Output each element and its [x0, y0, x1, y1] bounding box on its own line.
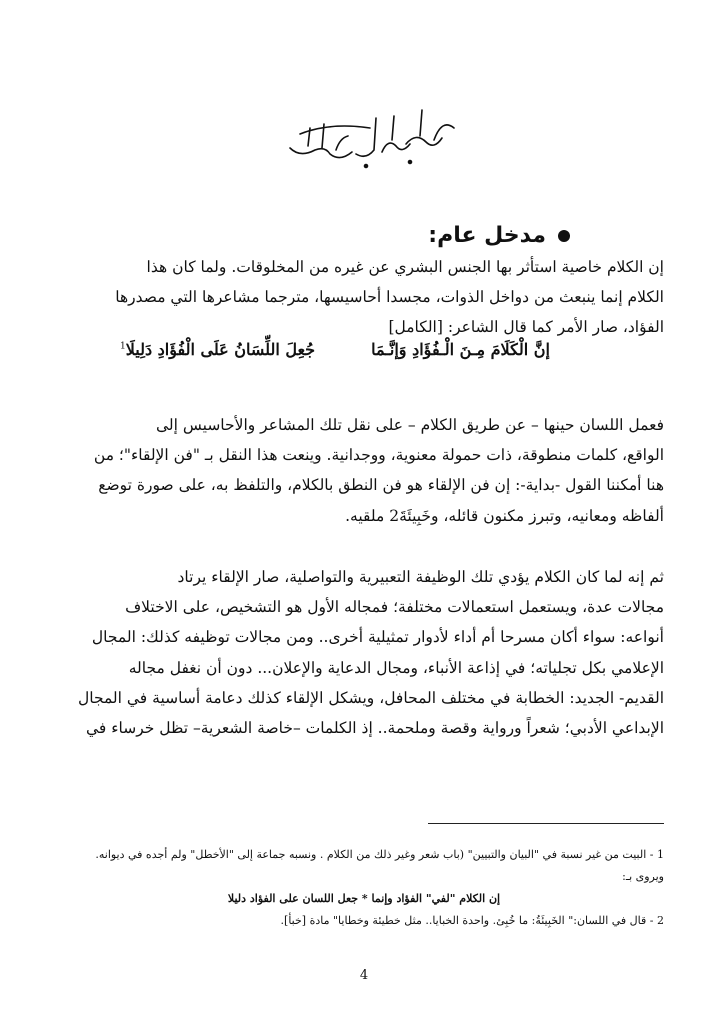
- footnotes: [64, 844, 664, 932]
- footnote-2: 2 - قال في اللسان:" الخَبِيئَةُ: ما خُبِئ. واحدة الخبايا.. مثل خطيئة وخطايا" مادة [خبأ].: [280, 914, 664, 927]
- page-number: 4: [359, 968, 369, 983]
- verse-second-hemistich: [120, 340, 315, 359]
- text-line: الكلام إنما ينبعث من دواخل الذوات، مجسدا أحاسيسها، مترجما مشاعرها التي مصدرها: [115, 288, 664, 307]
- text-line: مجالات عدة، ويستعمل استعمالات مختلفة؛ فمجاله الأول هو التشخيص، على الاختلاف: [125, 598, 664, 617]
- poetry-verse: [120, 340, 550, 359]
- heading-text: مدخل عام:: [428, 223, 546, 248]
- text-line: الواقع، كلمات منطوقة، ذات حمولة معنوية، ووجدانية. وينعت هذا النقل بـ "فن الإلقاء"؛ من: [93, 446, 664, 465]
- basmala-calligraphy: [270, 88, 470, 178]
- paragraph-intro: [64, 252, 664, 343]
- basmala-calligraphy-image: [270, 88, 470, 178]
- verse-first-hemistich: إنَّ الْكَلَامَ مِـنَ الْـفُؤَادِ وَإنَّـمَا: [371, 340, 550, 359]
- paragraph-tongue: [64, 410, 664, 531]
- text-line: الإبداعي الأدبي؛ شعراً ورواية وقصة وملحمة.. إذ الكلمات –خاصة الشعرية– تظل خرساء في: [85, 718, 664, 737]
- footnote-separator: [428, 823, 664, 824]
- text-line: فعمل اللسان حينها – عن طريق الكلام – على نقل تلك المشاعر والأحاسيس إلى: [156, 416, 664, 434]
- text-line: إن الكلام خاصية استأثر بها الجنس البشري عن غيره من المخلوقات. ولما كان هذا: [146, 258, 664, 276]
- footnote-1: 1 - البيت من غير نسبة في "البيان والتبيين" (باب شعر وغير ذلك من الكلام . ونسبه جماعة إلى "الأخطل" ولم أجده في ديوانه.: [95, 848, 664, 861]
- verse-second-text: جُعِلَ اللِّسَانُ عَلَى الْفُؤَادِ دَلِيلَا: [125, 340, 316, 359]
- text-line: الفؤاد، صار الأمر كما قال الشاعر: [الكامل]: [388, 318, 664, 337]
- footnote-1-variant-label: ويروى بـ:: [622, 870, 664, 883]
- text-line: أنواعه: سواء أكان مسرحا أم أداء لأدوار تمثيلية أخرى.. ومن مجالات توظيفه كذلك: المجال: [91, 628, 664, 647]
- text-line: القديم- الجديد: الخطابة في مختلف المحافل، ويشكل الإلقاء كذلك دعامة أساسية في المجال: [77, 688, 664, 707]
- text-line: ثم إنه لما كان الكلام يؤدي تلك الوظيفة التعبيرية والتواصلية، صار الإلقاء يرتاد: [177, 568, 664, 586]
- footnote-marker: 1: [120, 341, 126, 352]
- paragraph-fields: [64, 562, 664, 743]
- text-line: هنا أمكننا القول -بداية-: إن فن الإلقاء هو فن النطق بالكلام، والتلفظ به، على صورة توضع: [98, 476, 664, 495]
- text-line: الإعلامي بكل تجلياته؛ في إذاعة الأنباء، ومجال الدعاية والإعلان... دون أن نغفل مجاله: [128, 658, 664, 677]
- section-heading: [428, 223, 570, 248]
- text-line: ألفاظه ومعانيه، وتبرز مكنون قائله، وخَبِيئَةَ2 ملقيه.: [345, 506, 664, 525]
- bullet-icon: [558, 230, 570, 242]
- footnote-1-variant-verse: إن الكلام "لفي" الفؤاد وإنما * جعل اللسان على الفؤاد دليلا: [227, 892, 501, 905]
